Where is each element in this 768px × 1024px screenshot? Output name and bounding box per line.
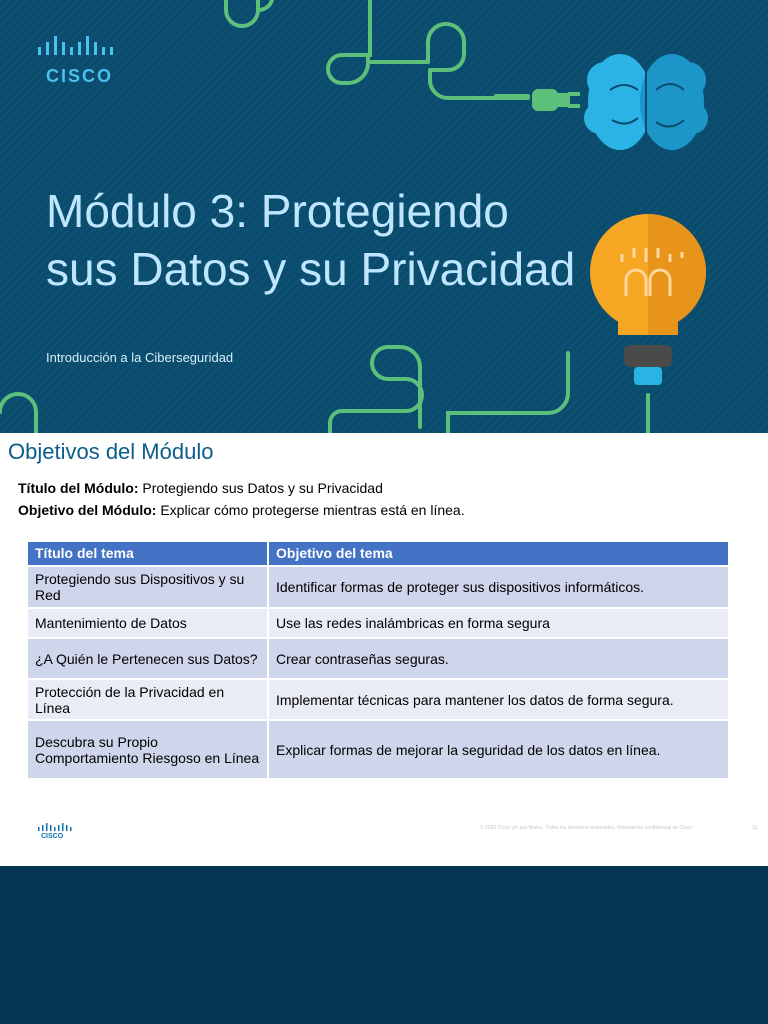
header-topic-objective: Objetivo del tema <box>268 542 729 566</box>
table-header-row <box>28 542 729 566</box>
cisco-logo-icon <box>38 36 118 62</box>
topic-objective-cell: Identificar formas de proteger sus dispositivos informáticos. <box>268 566 729 608</box>
module-objective-row <box>18 499 465 521</box>
topic-title-cell: Descubra su Propio Comportamiento Riesgoso en Línea <box>28 720 268 778</box>
topic-objective-cell: Crear contraseñas seguras. <box>268 638 729 679</box>
table-row <box>28 566 729 608</box>
copyright-note: © 2020 Cisco y/o sus filiales. Todos los derechos reservados. Información confidencial de Cisco <box>480 825 693 831</box>
objectives-slide <box>0 433 768 866</box>
header-topic-title: Título del tema <box>28 542 268 566</box>
topic-objective-cell: Explicar formas de mejorar la seguridad de los datos en línea. <box>268 720 729 778</box>
module-title-value: Protegiendo sus Datos y su Privacidad <box>142 480 383 496</box>
table-row <box>28 608 729 638</box>
table-row <box>28 720 729 778</box>
module-objective-label: Objetivo del Módulo: <box>18 502 157 518</box>
cisco-logo-text: CISCO <box>46 66 114 86</box>
topic-title-cell: ¿A Quién le Pertenecen sus Datos? <box>28 638 268 679</box>
topics-table <box>28 542 730 778</box>
module-info <box>18 477 465 521</box>
module-title-row <box>18 477 465 499</box>
plug-icon <box>532 89 580 111</box>
table-row <box>28 679 729 720</box>
module-title-line2: sus Datos y su Privacidad <box>46 243 576 295</box>
slide-title: Objetivos del Módulo <box>8 439 214 464</box>
lightbulb-icon <box>590 214 706 385</box>
table-row <box>28 638 729 679</box>
module-title <box>46 182 606 298</box>
topic-objective-cell: Use las redes inalámbricas en forma segura <box>268 608 729 638</box>
module-title-line1: Módulo 3: Protegiendo <box>46 185 509 237</box>
footer-cisco-logo-icon <box>38 823 72 839</box>
brain-icon <box>584 54 708 150</box>
footer-logo-text: CISCO <box>41 833 64 839</box>
course-subtitle: Introducción a la Ciberseguridad <box>46 350 234 365</box>
topic-objective-cell: Implementar técnicas para mantener los datos de forma segura. <box>268 679 729 720</box>
topic-title-cell: Protección de la Privacidad en Línea <box>28 679 268 720</box>
module-title-label: Título del Módulo: <box>18 480 139 496</box>
page-number: 12 <box>752 825 758 831</box>
topic-title-cell: Protegiendo sus Dispositivos y su Red <box>28 566 268 608</box>
topic-title-cell: Mantenimiento de Datos <box>28 608 268 638</box>
title-slide <box>0 0 768 433</box>
module-objective-value: Explicar cómo protegerse mientras está en línea. <box>160 502 465 518</box>
